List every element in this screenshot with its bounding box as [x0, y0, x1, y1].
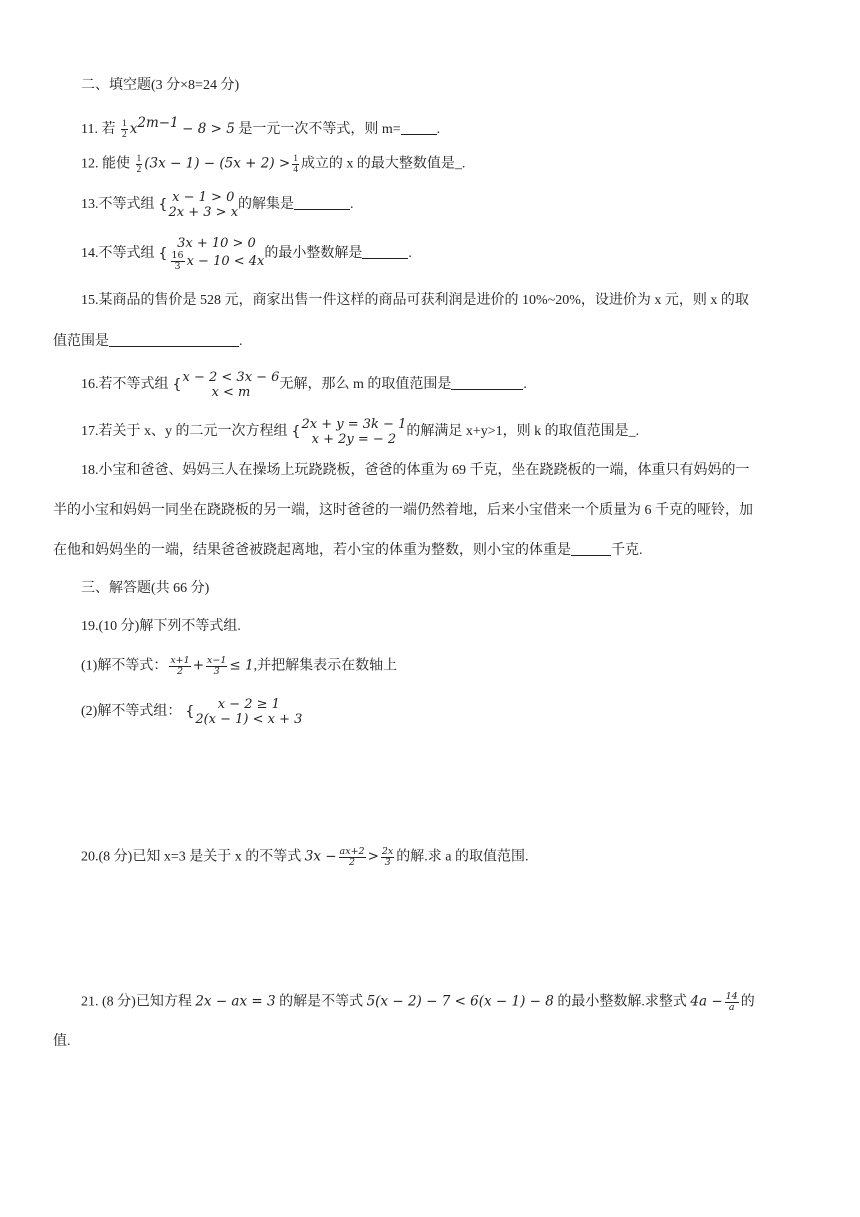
q15-answer-blank[interactable]: [109, 333, 239, 347]
q14-answer-blank[interactable]: [362, 245, 408, 259]
q19-fraction-2: $\frac{x-1}{3}$: [207, 655, 227, 677]
q11-fraction: $\frac{1}{2}$: [121, 119, 127, 141]
question-11: [81, 114, 440, 140]
q19-system: { x − 2 ≥ 1 2(x − 1) < x + 3: [185, 697, 303, 727]
brace-icon: {: [291, 424, 301, 440]
q11-expression: − 8 > 5: [182, 121, 235, 137]
q14-text: 的最小整数解是: [264, 246, 363, 262]
q11-end: .: [436, 122, 441, 137]
q13-text: 的解集是: [238, 197, 295, 213]
q12-text: 成立的 x 的最大整数值是_.: [300, 156, 466, 172]
question-19-title: 19.(10 分)解下列不等式组.: [81, 619, 241, 634]
q20-fraction-1: $\frac{ax+2}{2}$: [339, 846, 365, 868]
q19-rest: ≤ 1: [229, 657, 254, 674]
q19-p2-pre: (2)解不等式组：: [81, 704, 182, 720]
q16-text: 无解，那么 m 的取值范围是: [279, 377, 452, 393]
brace-icon: {: [158, 197, 168, 213]
q19-p1-post: ,并把解集表示在数轴上: [253, 658, 398, 674]
question-19-part-1: [81, 656, 397, 677]
q16-end: .: [523, 377, 527, 393]
q12-number: 12.: [81, 156, 99, 172]
brace-icon: {: [185, 704, 195, 720]
section-title-solve: 三、解答题(共 66 分): [81, 581, 210, 596]
q20-gt: >: [367, 848, 379, 865]
q11-exponent: 2m−1: [137, 115, 179, 131]
q20-post: 的解.求 a 的取值范围.: [396, 849, 529, 865]
question-19-part-2: [81, 697, 302, 727]
q11-answer-blank[interactable]: [401, 121, 437, 135]
q21-mid: 的解是不等式: [279, 994, 364, 1010]
q16-pre: 16.若不等式组: [81, 377, 169, 393]
q11-variable: x: [129, 121, 138, 137]
q13-answer-blank[interactable]: [294, 196, 350, 210]
question-14: [81, 236, 412, 272]
question-20: [81, 847, 529, 868]
q17-system: { 2x + y = 3k − 1 x + 2y = − 2: [291, 417, 407, 447]
q11-number: 11.: [81, 122, 98, 137]
q15-text: 值范围是: [53, 334, 109, 349]
q12-expression: (3x − 1) − (5x + 2) >: [144, 155, 291, 172]
q18-text: 在他和妈妈坐的一端，结果爸爸被跷起离地，若小宝的体重为整数，则小宝的体重是: [53, 543, 571, 558]
brace-icon: {: [172, 377, 182, 393]
question-18-line-2: 半的小宝和妈妈一同坐在跷跷板的另一端，这时爸爸的一端仍然着地，后来小宝借来一个质量为 6 千克的哑铃，加: [53, 503, 753, 518]
q17-text: 的解满足 x+y>1，则 k 的取值范围是_.: [406, 424, 640, 440]
question-21-line-2: 值.: [53, 1034, 71, 1049]
question-13: [81, 190, 354, 220]
q21-mid2: 的最小整数解.求整式: [557, 994, 687, 1010]
q21-equation: 2x − ax = 3: [195, 993, 276, 1010]
q21-expr: 4a −: [690, 993, 723, 1010]
question-15-line-1: 15.某商品的售价是 528 元，商家出售一件这样的商品可获利润是进价的 10%~20%，设进价为 x 元，则 x 的取: [81, 293, 749, 308]
q18-end: 千克.: [611, 543, 643, 558]
q20-expr-1: 3x −: [304, 848, 337, 865]
q18-answer-blank[interactable]: [571, 542, 611, 556]
question-18-line-1: 18.小宝和爸爸、妈妈三人在操场上玩跷跷板，爸爸的体重为 69 千克，坐在跷跷板的一端，体重只有妈妈的一: [81, 463, 750, 478]
brace-icon: {: [158, 246, 168, 262]
q12-pre: 能使: [102, 156, 130, 172]
q20-fraction-2: $\frac{2x}{3}$: [381, 846, 394, 868]
question-15-line-2: [53, 333, 243, 351]
q15-end: .: [239, 334, 243, 349]
q14-end: .: [408, 246, 412, 262]
q16-answer-blank[interactable]: [451, 376, 523, 390]
q21-inequality: 5(x − 2) − 7 < 6(x − 1) − 8: [366, 993, 554, 1010]
q12-fraction-2: $\frac{1}{4}$: [293, 154, 298, 175]
q17-pre: 17.若关于 x、y 的二元一次方程组: [81, 424, 288, 440]
section-title-fill-in: 二、填空题(3 分×8=24 分): [81, 78, 240, 93]
question-17: [81, 417, 639, 447]
question-16: [81, 370, 527, 400]
q19-p1-pre: (1)解不等式：: [81, 658, 168, 674]
q11-pre: 若: [101, 122, 116, 137]
question-12: [81, 154, 465, 175]
q16-system: { x − 2 < 3x − 6 x < m: [172, 370, 280, 400]
q13-system: { x − 1 > 0 2x + 3 > x: [158, 190, 239, 220]
question-18-line-3: [53, 542, 643, 560]
q21-pre: 21. (8 分)已知方程: [81, 994, 192, 1010]
q20-pre: 20.(8 分)已知 x=3 是关于 x 的不等式: [81, 849, 302, 865]
q19-plus: +: [192, 657, 205, 674]
q14-system: { 3x + 10 > 0 $\frac{16}{3}$ x − 10 < 4x: [158, 236, 265, 272]
q13-end: .: [350, 197, 354, 213]
q13-pre: 13.不等式组: [81, 197, 155, 213]
q14-pre: 14.不等式组: [81, 246, 155, 262]
q21-post: 的: [740, 994, 755, 1010]
q19-fraction-1: $\frac{x+1}{2}$: [170, 655, 190, 677]
question-21-line-1: [81, 992, 755, 1013]
q21-fraction: $\frac{14}{a}$: [725, 991, 738, 1013]
q11-text: 是一元一次不等式，则 m=: [238, 122, 401, 137]
q12-fraction-1: $\frac{1}{2}$: [136, 154, 142, 175]
